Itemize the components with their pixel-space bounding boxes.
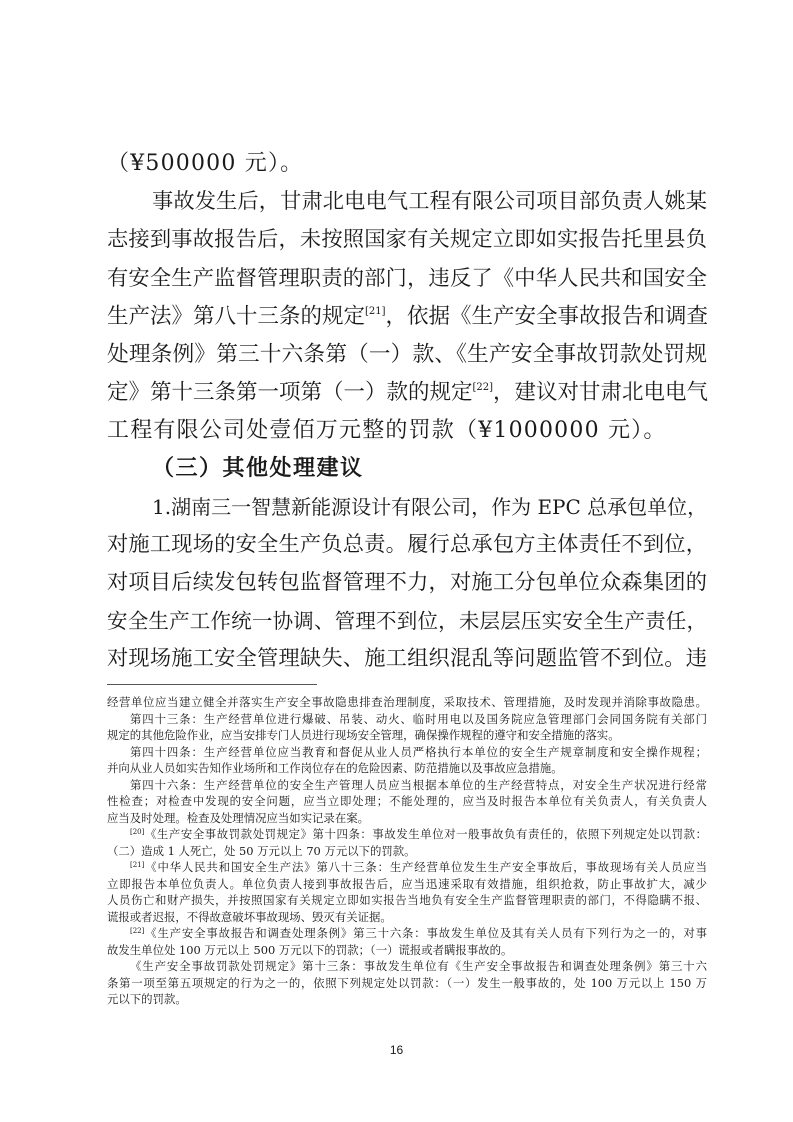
page-number: 16 xyxy=(389,1043,404,1057)
footnote-marker: [20] xyxy=(130,828,145,836)
footnote-line: 第四十六条：生产经营单位的安全生产管理人员应当根据本单位的生产经营特点，对安全生产状况进行经常 xyxy=(130,778,707,792)
footnote-line: 第四十四条：生产经营单位应当教育和督促从业人员严格执行本单位的安全生产规章制度和安全操作规程； xyxy=(130,745,707,759)
footnote-marker: [22] xyxy=(130,927,145,935)
footnote-line: 规定的其他危险作业，应当安排专门人员进行现场安全管理，确保操作规程的遵守和安全措施的落实。 xyxy=(107,728,620,742)
footnote-line: 立即报告本单位负责人。单位负责人接到事故报告后，应当迅速采取有效措施，组织抢救，防止事故扩大，减少 xyxy=(107,877,707,891)
body-line: （¥500000 元）。 xyxy=(107,151,304,176)
footnote-line xyxy=(130,826,707,842)
footnote-text: 《生产安全事故罚款处罚规定》第十四条：事故发生单位对一般事故负有责任的，依照下列规定处以罚款： xyxy=(144,827,707,841)
footnote-divider xyxy=(107,684,317,685)
body-text: ，依据《生产安全事故报告和调查 xyxy=(385,304,709,329)
footnote-line: 第四十三条：生产经营单位进行爆破、吊装、动火、临时用电以及国务院应急管理部门会同国务院有关部门 xyxy=(130,712,707,726)
footnote-line: 人员伤亡和财产损失，并按照国家有关规定立即如实报告当地负有安全生产监督管理职责的部门，不得隐瞒不报、 xyxy=(107,893,707,907)
footnote-line xyxy=(130,925,707,941)
footnote-reference[interactable]: [22] xyxy=(472,382,494,393)
body-line: 工程有限公司处壹佰万元整的罚款（¥1000000 元）。 xyxy=(107,418,667,443)
body-line: 对现场施工安全管理缺失、施工组织混乱等问题监管不到位。违 xyxy=(107,646,707,671)
body-line: 对施工现场的安全生产负总责。履行总承包方主体责任不到位， xyxy=(107,532,707,557)
body-line xyxy=(107,376,707,410)
body-line xyxy=(107,300,707,334)
body-text: 定》第十三条第一项第（一）款的规定 xyxy=(107,380,473,405)
body-line: 有安全生产监督管理职责的部门，违反了《中华人民共和国安全 xyxy=(107,266,707,291)
footnote-line: 并向从业人员如实告知作业场所和工作岗位存在的危险因素、防范措施以及事故应急措施。 xyxy=(107,761,563,775)
body-line: 对项目后续发包转包监督管理不力，对施工分包单位众森集团的 xyxy=(107,570,707,595)
footnote-line xyxy=(130,859,707,875)
body-line: 志接到事故报告后，未按照国家有关规定立即如实报告托里县负 xyxy=(107,227,707,252)
body-line: 事故发生后，甘肃北电电气工程有限公司项目部负责人姚某 xyxy=(152,189,707,214)
footnote-line: 性检查；对检查中发现的安全问题，应当立即处理；不能处理的，应当及时报告本单位有关负责人，有关负责人 xyxy=(107,794,707,808)
footnote-line: 条第一项至第五项规定的行为之一的，依照下列规定处以罚款：（一）发生一般事故的，处 100 万元以上 150 万 xyxy=(107,976,707,990)
body-text: 生产法》第八十三条的规定 xyxy=(107,304,366,329)
footnote-line: 应当及时处理。检查及处理情况应当如实记录在案。 xyxy=(107,811,369,825)
section-heading: （三）其他处理建议 xyxy=(152,456,364,481)
footnote-line: 谎报或者迟报，不得故意破坏事故现场、毁灭有关证据。 xyxy=(107,910,392,924)
footnote-line: 故发生单位处 100 万元以上 500 万元以下的罚款；（一）谎报或者瞒报事故的。 xyxy=(107,943,513,957)
body-line: 1.湖南三一智慧新能源设计有限公司，作为 EPC 总承包单位， xyxy=(152,495,708,519)
footnote-line: 《生产安全事故罚款处罚规定》第十三条：事故发生单位有《生产安全事故报告和调查处理条例》第三十六 xyxy=(130,959,707,973)
body-line: 处理条例》第三十六条第（一）款、《生产安全事故罚款处罚规 xyxy=(107,342,707,367)
footnote-line: 元以下的罚款。 xyxy=(107,992,187,1006)
footnote-text: 《生产安全事故报告和调查处理条例》第三十六条：事故发生单位及其有关人员有下列行为之一的，对事 xyxy=(144,926,707,940)
body-line: 安全生产工作统一协调、管理不到位，未层层压实安全生产责任， xyxy=(107,609,707,633)
footnote-text: 《中华人民共和国安全生产法》第八十三条：生产经营单位发生生产安全事故后，事故现场有关人员应当 xyxy=(144,860,707,874)
footnote-line: （二）造成 1 人死亡，处 50 万元以上 70 万元以下的罚款。 xyxy=(107,844,416,858)
footnote-marker: [21] xyxy=(130,861,145,869)
footnote-line: 经营单位应当建立健全并落实生产安全事故隐患排查治理制度，采取技术、管理措施，及时发现并消除事故隐患。 xyxy=(107,695,707,709)
footnote-reference[interactable]: [21] xyxy=(365,306,386,317)
body-text: ，建议对甘肃北电电气 xyxy=(493,380,709,405)
